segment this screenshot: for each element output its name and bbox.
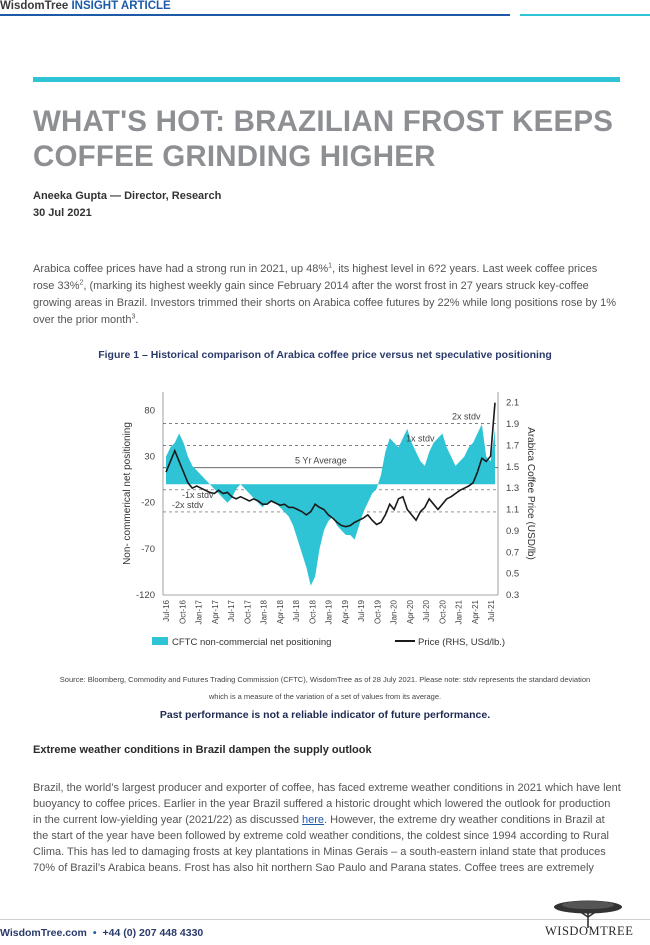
x-tick-label: Jan-17 bbox=[194, 600, 204, 625]
positioning-area bbox=[166, 424, 495, 585]
header-brand bbox=[0, 0, 171, 12]
y2-tick-label: 1.5 bbox=[506, 461, 520, 473]
reference-label: 2x stdv bbox=[452, 411, 481, 422]
header-label: INSIGHT ARTICLE bbox=[71, 0, 171, 12]
figure-title: Figure 1 – Historical comparison of Arabica coffee price versus net speculative positioning bbox=[98, 349, 552, 361]
y2-tick-label: 0.9 bbox=[506, 525, 520, 537]
y2-tick-label: 1.3 bbox=[506, 483, 520, 495]
y2-tick-label: 0.7 bbox=[506, 547, 520, 559]
reference-label: -2x stdv bbox=[172, 499, 204, 510]
y2-tick-label: 0.3 bbox=[506, 590, 520, 601]
x-tick-label: Jul-20 bbox=[422, 600, 431, 622]
x-tick-label: Oct-18 bbox=[308, 600, 318, 625]
x-tick-label: Jul-18 bbox=[292, 600, 301, 622]
footnote-ref-3[interactable]: 3 bbox=[131, 313, 136, 321]
y2-tick-label: 1.9 bbox=[506, 419, 520, 431]
y-tick-label: -120 bbox=[135, 590, 155, 601]
past-performance-disclaimer: Past performance is not a reliable indicator of future performance. bbox=[159, 709, 491, 721]
x-tick-label: Oct-19 bbox=[373, 600, 383, 625]
y-tick-label: -70 bbox=[141, 543, 155, 555]
x-tick-label: Oct-17 bbox=[243, 600, 253, 625]
y-axis-title: Non- commerical net positioning bbox=[122, 422, 133, 565]
footer-contact bbox=[0, 927, 203, 939]
x-tick-label: Oct-20 bbox=[438, 600, 448, 625]
x-tick-label: Jul-21 bbox=[487, 600, 496, 622]
publish-date: 30 Jul 2021 bbox=[33, 207, 92, 219]
x-tick-label: Jan-19 bbox=[324, 600, 334, 625]
x-tick-label: Jan-21 bbox=[454, 600, 464, 625]
y2-tick-label: 0.5 bbox=[506, 568, 520, 580]
title-line-1: WHAT'S HOT: BRAZILIAN FROST KEEPS bbox=[33, 105, 614, 138]
x-tick-label: Apr-19 bbox=[340, 600, 350, 625]
x-tick-label: Jul-16 bbox=[162, 600, 171, 622]
author-line: Aneeka Gupta — Director, Research bbox=[33, 190, 222, 202]
here-link[interactable]: here bbox=[302, 814, 325, 826]
footer-phone: +44 (0) 207 448 4330 bbox=[102, 927, 204, 939]
x-tick-label: Oct-16 bbox=[178, 600, 188, 625]
y2-tick-label: 2.1 bbox=[506, 397, 520, 409]
footnote-ref-1[interactable]: 1 bbox=[328, 262, 333, 270]
x-tick-label: Jan-20 bbox=[389, 600, 399, 625]
y2-tick-label: 1.1 bbox=[506, 504, 520, 516]
x-tick-label: Jul-17 bbox=[227, 600, 236, 622]
footer-separator: • bbox=[92, 927, 97, 939]
y2-axis-title: Arabica Coffee Price (USD/lb) bbox=[525, 427, 536, 560]
reference-label: -1x stdv bbox=[182, 489, 214, 500]
title-line-2: COFFEE GRINDING HIGHER bbox=[33, 140, 436, 173]
y-tick-label: -20 bbox=[141, 497, 155, 509]
article-title bbox=[33, 104, 623, 174]
footer-logo-text: WISDOMTREE bbox=[545, 924, 634, 938]
x-tick-label: Jan-18 bbox=[259, 600, 269, 625]
x-tick-label: Apr-20 bbox=[405, 600, 415, 625]
intro-paragraph: Arabica coffee prices have had a strong run in 2021, up 48%$^1$, its highest level in 6?2 years. Last week coffee prices rose 33%$^2$, (marking its highest weekly gain since February 2014 after the worst frost in 27 years struck key-coffee growing areas in Brazil. Investors trimmed their shorts on Arabica coffee futures by 22% while long positions rose by 1% over the prior month$^3$. bbox=[33, 262, 617, 326]
source-line-1: Source: Bloomberg, Commodity and Futures Trading Commission (CFTC), WisdomTree as of 28 July 2021. Please note: stdv represents the standard deviation bbox=[59, 675, 591, 684]
reference-label: 1x stdv bbox=[406, 433, 435, 444]
source-line-2: which is a measure of the variation of a set of values from its average. bbox=[208, 692, 442, 701]
x-tick-label: Apr-17 bbox=[210, 600, 220, 625]
chart-source bbox=[20, 671, 630, 705]
footer-website[interactable]: WisdomTree.com bbox=[0, 927, 87, 939]
y-tick-label: 30 bbox=[144, 451, 155, 463]
section-heading: Extreme weather conditions in Brazil dampen the supply outlook bbox=[33, 744, 372, 756]
positioning-price-chart bbox=[110, 380, 550, 665]
x-tick-label: Jul-19 bbox=[357, 600, 366, 622]
x-tick-label: Apr-18 bbox=[275, 600, 285, 625]
header-accent-rule bbox=[520, 14, 650, 16]
footnote-ref-2[interactable]: 2 bbox=[79, 279, 84, 287]
y-tick-label: 80 bbox=[144, 405, 155, 417]
title-accent-bar bbox=[33, 77, 620, 82]
body-paragraph: Brazil, the world’s largest producer and exporter of coffee, has faced extreme weather conditions in 2021 which have lent buoyancy to coffee prices. Earlier in the year Brazil suffered a historic drought which lowered the outlook for production in the current low-yielding year (2021/22) as discussed here. However, the extreme dry weather conditions in Brazil at the start of the year have been followed by extreme cold weather conditions, the coldest since 1994 according to Rural Clima. This has led to damaging frosts at key plantations in Minas Gerais – a south-eastern inland state that produces 70% of Brazil’s Arabica beans. Frost has also hit northern Sao Paulo and Parana states. Coffee trees are extremely bbox=[33, 782, 621, 874]
reference-label: 5 Yr Average bbox=[295, 455, 347, 466]
legend-label-area: CFTC non-commercial net positioning bbox=[172, 637, 332, 648]
y2-tick-label: 1.7 bbox=[506, 440, 520, 452]
legend-label-price: Price (RHS, USd/lb.) bbox=[418, 637, 506, 648]
header-rule bbox=[0, 14, 510, 16]
legend-swatch-area bbox=[152, 637, 168, 645]
x-tick-label: Apr-21 bbox=[470, 600, 480, 625]
brand-name: WisdomTree bbox=[0, 0, 69, 12]
